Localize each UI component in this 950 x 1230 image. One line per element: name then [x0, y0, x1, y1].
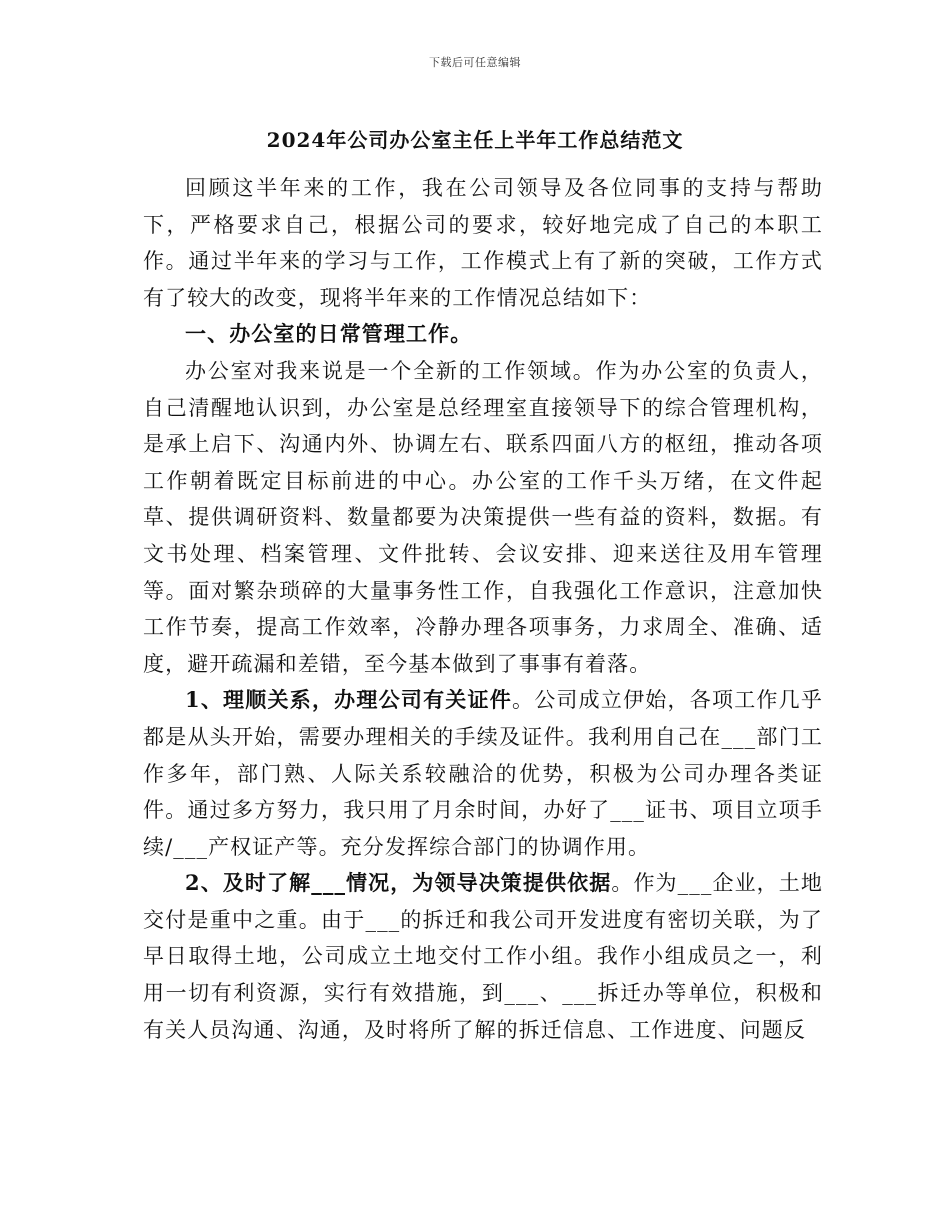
intro-paragraph: 回顾这半年来的工作，我在公司领导及各位同事的支持与帮助下，严格要求自己，根据公司的要求，较好地完成了自己的本职工作。通过半年来的学习与工作，工作模式上有了新的突破，工作方式有了较大的改变，现将半年来的工作情况总结如下： [143, 176, 823, 310]
document-body [143, 170, 823, 1048]
document-title: 2024年公司办公室主任上半年工作总结范文 [266, 128, 684, 152]
item-2-paragraph [143, 865, 823, 1048]
item-1-paragraph [143, 682, 823, 865]
header-note: 下载后可任意编辑 [429, 56, 521, 69]
item-2-text: 。作为___企业，土地交付是重中之重。由于___的拆迁和我公司开发进度有密切关联，为了早日取得土地，公司成立土地交付工作小组。我作小组成员之一，利用一切有利资源，实行有效措施，到___、___拆迁办等单位，积极和有关人员沟通、沟通，及时将所了解的拆迁信息、工作进度、问题反 [143, 871, 823, 1042]
section-heading-1: 一、办公室的日常管理工作。 [185, 321, 473, 347]
item-2-lead: 2、及时了解___情况，为领导决策提供依据 [185, 870, 612, 896]
section-1-paragraph: 办公室对我来说是一个全新的工作领域。作为办公室的负责人，自己清醒地认识到，办公室是总经理室直接领导下的综合管理机构，是承上启下、沟通内外、协调左右、联系四面八方的枢纽，推动各项工作朝着既定目标前进的中心。办公室的工作千头万绪，在文件起草、提供调研资料、数量都要为决策提供一些有益的资料，数据。有文书处理、档案管理、文件批转、会议安排、迎来送往及用车管理等。面对繁杂琐碎的大量事务性工作，自我强化工作意识，注意加快工作节奏，提高工作效率，冷静办理各项事务，力求周全、准确、适度，避开疏漏和差错，至今基本做到了事事有着落。 [143, 358, 823, 676]
item-1-text: 。公司成立伊始，各项工作几乎都是从头开始，需要办理相关的手续及证件。我利用自己在___部门工作多年，部门熟、人际关系较融洽的优势，积极为公司办理各类证件。通过多方努力，我只用了月余时间，办好了___证书、项目立项手续/___产权证产等。充分发挥综合部门的协调作用。 [143, 688, 823, 859]
item-1-lead: 1、理顺关系，办理公司有关证件 [185, 687, 512, 713]
